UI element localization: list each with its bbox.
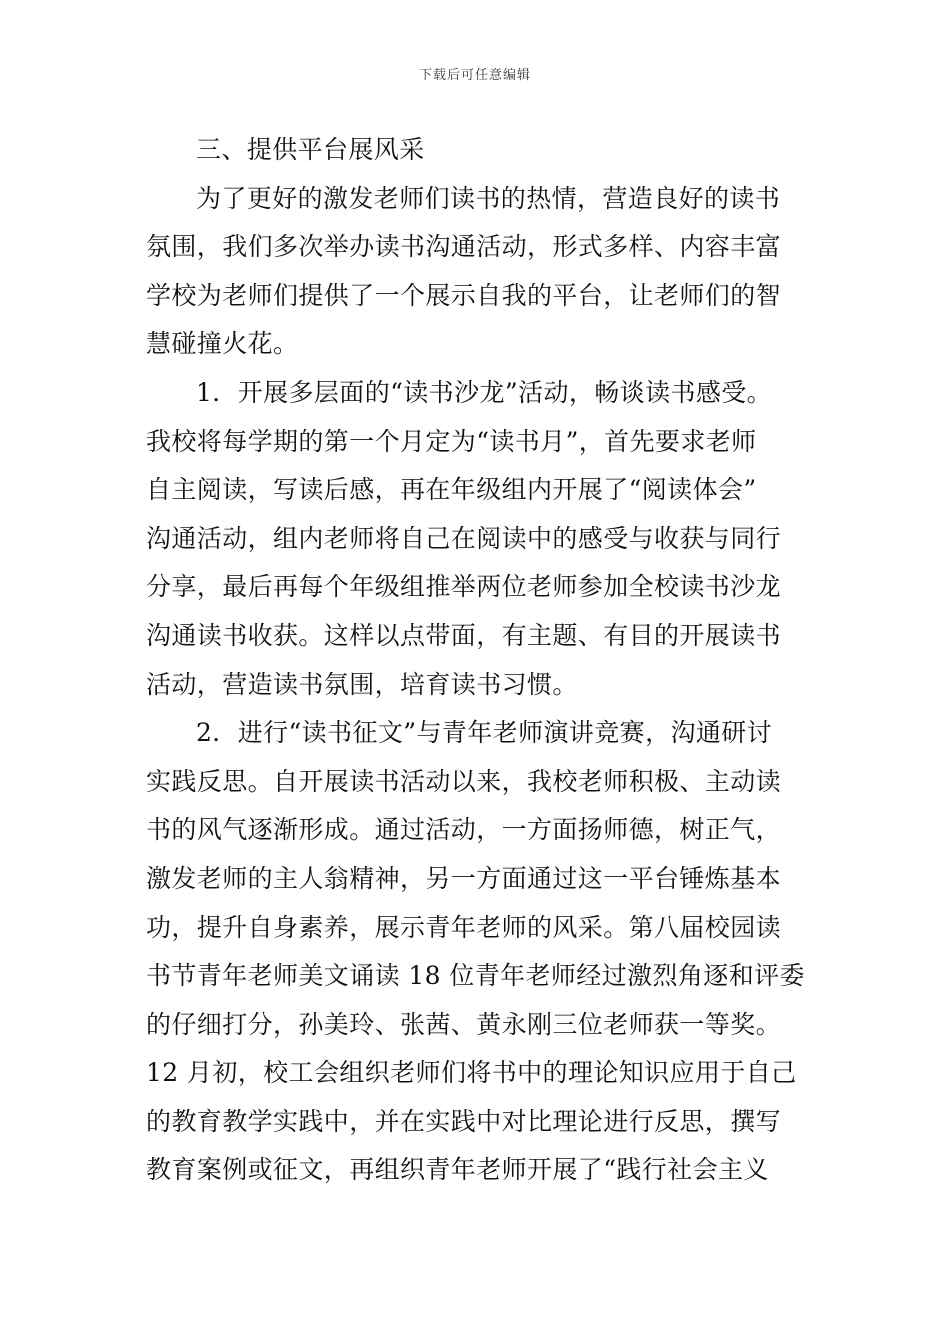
- paragraph-line: 12 月初，校工会组织老师们将书中的理论知识应用于自己: [146, 1058, 797, 1088]
- paragraph-line: 我校将每学期的第一个月定为“读书月”，首先要求老师: [146, 426, 757, 456]
- paragraph-line: 分享，最后再每个年级组推举两位老师参加全校读书沙龙: [146, 572, 782, 602]
- paragraph-line: 功，提升自身素养，展示青年老师的风采。第八届校园读: [146, 912, 782, 942]
- paragraph-line: 活动，营造读书氛围，培育读书习惯。: [146, 669, 578, 699]
- paragraph-line: 实践反思。自开展读书活动以来，我校老师积极、主动读: [146, 766, 782, 796]
- header-note: 下载后可任意编辑: [418, 68, 531, 83]
- paragraph-line: 1．开展多层面的“读书沙龙”活动，畅谈读书感受。: [196, 377, 773, 407]
- paragraph-line: 沟通读书收获。这样以点带面，有主题、有目的开展读书: [146, 620, 782, 650]
- document-body: [146, 126, 826, 1195]
- paragraph-line: 的仔细打分，孙美玲、张茜、黄永刚三位老师获一等奖。: [146, 1009, 782, 1039]
- paragraph-line: 的教育教学实践中，并在实践中对比理论进行反思，撰写: [146, 1106, 782, 1136]
- paragraph-line: 沟通活动，组内老师将自己在阅读中的感受与收获与同行: [146, 523, 782, 553]
- paragraph-line: 自主阅读，写读后感，再在年级组内开展了“阅读体会”: [146, 475, 757, 505]
- paragraph-line: 学校为老师们提供了一个展示自我的平台，让老师们的智: [146, 280, 782, 310]
- paragraph-line: 2．进行“读书征文”与青年老师演讲竞赛，沟通研讨: [196, 718, 773, 748]
- paragraph-line: 慧碰撞火花。: [146, 329, 299, 359]
- paragraph-line: 书节青年老师美文诵读 18 位青年老师经过激烈角逐和评委: [146, 961, 805, 991]
- paragraph-line: 氛围，我们多次举办读书沟通活动，形式多样、内容丰富: [146, 232, 782, 262]
- paragraph-line: 激发老师的主人翁精神，另一方面通过这一平台锤炼基本: [146, 863, 782, 893]
- paragraph-line: 为了更好的激发老师们读书的热情，营造良好的读书: [196, 183, 781, 213]
- paragraph-line: 书的风气逐渐形成。通过活动，一方面扬师德，树正气，: [146, 815, 782, 845]
- paragraph-line: 教育案例或征文，再组织青年老师开展了“践行社会主义: [146, 1155, 769, 1185]
- section-heading: 三、提供平台展风采: [196, 135, 425, 164]
